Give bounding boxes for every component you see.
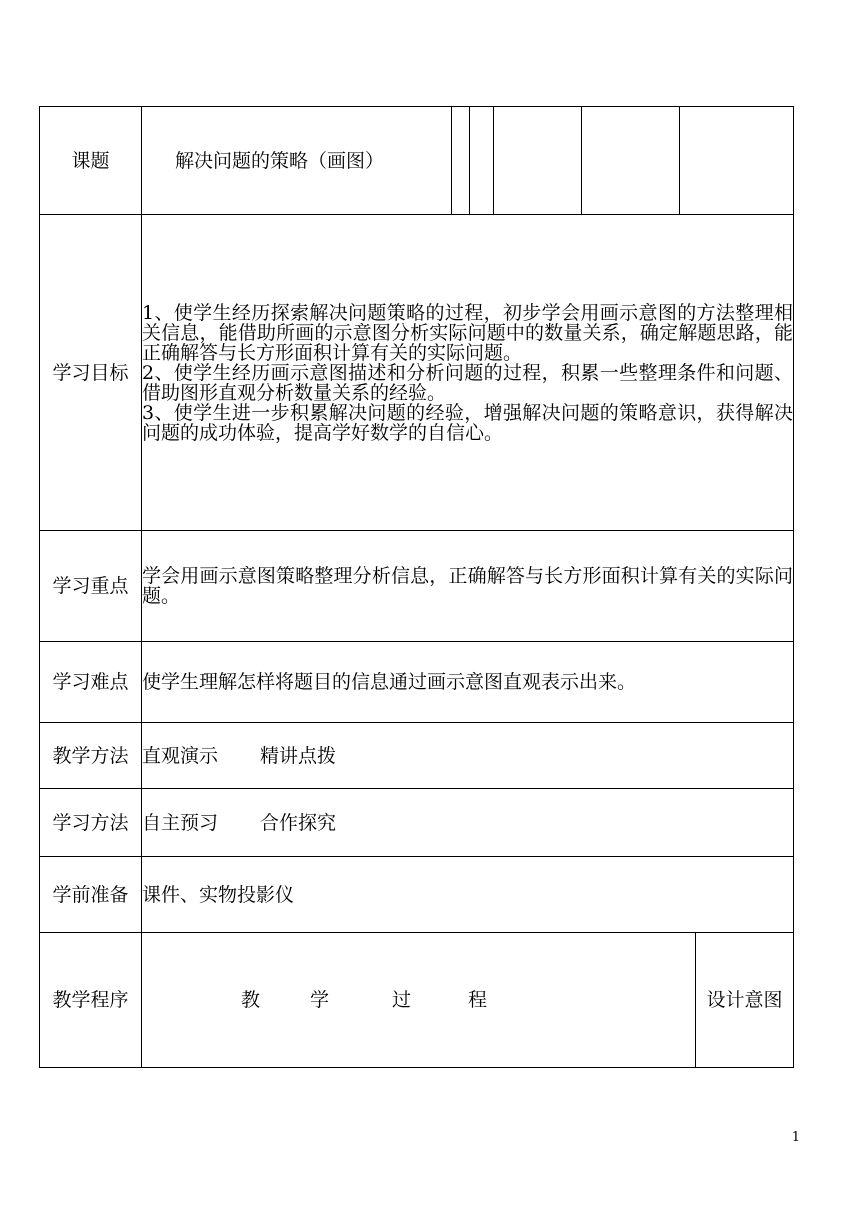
learning-method-row (40, 789, 794, 857)
difficulty-label: 学习难点 (40, 642, 142, 723)
learning-method-content (142, 789, 794, 857)
teaching-method-label: 教学方法 (40, 723, 142, 789)
topic-text: 解决问题的策略（画图） (175, 149, 385, 172)
empty-cell-4 (582, 107, 680, 215)
goals-label: 学习目标 (40, 215, 142, 531)
difficulty-row (40, 642, 794, 723)
difficulty-content: 使学生理解怎样将题目的信息通过画示意图直观表示出来。 (142, 642, 794, 723)
design-intent-label: 设计意图 (696, 933, 794, 1068)
teaching-method-item: 直观演示 (142, 744, 219, 767)
teaching-method-item: 精讲点拨 (260, 744, 337, 767)
process-char: 程 (468, 989, 488, 1011)
goals-content (142, 215, 794, 531)
topic-label: 课题 (40, 107, 142, 215)
goal-item: 3、使学生进一步积累解决问题的经验，增强解决问题的策略意识，获得解决问题的成功体验，提高学好数学的自信心。 (142, 401, 793, 444)
empty-cell-1 (452, 107, 470, 215)
empty-cell-3 (494, 107, 582, 215)
teaching-method-row (40, 723, 794, 789)
goal-item: 2、使学生经历画示意图描述和分析问题的过程，积累一些整理条件和问题、借助图形直观分析数量关系的经验。 (142, 361, 793, 404)
empty-cell-5 (680, 107, 794, 215)
procedure-row (40, 933, 794, 1068)
focus-label: 学习重点 (40, 531, 142, 642)
goal-item: 1、使学生经历探索解决问题策略的过程，初步学会用画示意图的方法整理相关信息，能借助所画的示意图分析实际问题中的数量关系，确定解题思路，能正确解答与长方形面积计算有关的实际问题。 (142, 301, 793, 364)
prep-row (40, 857, 794, 933)
topic-row (40, 107, 794, 215)
process-char: 学 (310, 989, 330, 1011)
focus-content: 学会用画示意图策略整理分析信息，正确解答与长方形面积计算有关的实际问题。 (142, 531, 794, 642)
prep-label: 学前准备 (40, 857, 142, 933)
empty-cell-2 (470, 107, 494, 215)
goals-row (40, 215, 794, 531)
lesson-plan-table (39, 106, 794, 1068)
page-number: 1 (791, 1130, 800, 1145)
learning-method-label: 学习方法 (40, 789, 142, 857)
procedure-label: 教学程序 (40, 933, 142, 1068)
process-char: 教 (241, 989, 261, 1011)
prep-content: 课件、实物投影仪 (142, 857, 794, 933)
teaching-method-content (142, 723, 794, 789)
teaching-process-header (142, 933, 696, 1068)
topic-value (142, 107, 452, 215)
learning-method-item: 自主预习 (142, 811, 219, 834)
process-char: 过 (392, 989, 412, 1011)
learning-method-item: 合作探究 (260, 811, 337, 834)
focus-row (40, 531, 794, 642)
